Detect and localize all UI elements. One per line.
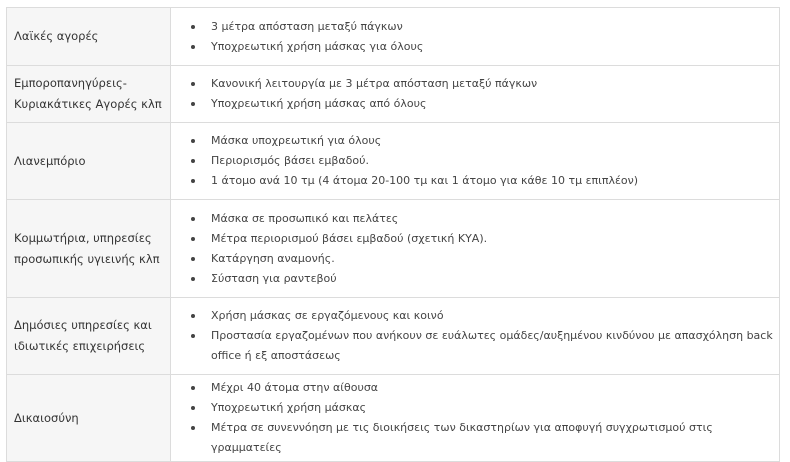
list-item [187,306,775,326]
category-cell: Εμποροπανηγύρεις-Κυριακάτικες Αγορές κλπ [7,66,171,123]
measures-cell [171,298,780,375]
measures-cell [171,375,780,462]
list-item-text: 3 μέτρα απόσταση μεταξύ πάγκων [211,19,403,33]
list-item-text: 1 άτομο ανά 10 τμ (4 άτομα 20-100 τμ και 1 άτομο για κάθε 10 τμ επιπλέον) [211,174,639,187]
measures-list [171,303,779,369]
bullet-icon [191,139,195,143]
measures-list [171,128,779,194]
list-item-text: Σύσταση για ραντεβού [211,271,337,285]
category-cell: Δικαιοσύνη [7,375,171,462]
list-item-text: Μέχρι 40 άτομα στην αίθουσα [211,381,379,394]
bullet-icon [191,257,195,261]
list-item-text: Μάσκα σε προσωπικό και πελάτες [211,211,399,225]
category-cell: Λαϊκές αγορές [7,8,171,66]
category-cell: Κομμωτήρια, υπηρεσίες προσωπικής υγιεινής κλπ [7,200,171,298]
table-row [7,375,780,462]
bullet-icon [191,386,195,390]
list-item [187,37,775,57]
list-item-text: Κανονική λειτουργία με 3 μέτρα απόσταση μεταξύ πάγκων [211,77,538,90]
list-item-text: Υποχρεωτική χρήση μάσκας από όλους [211,97,427,110]
bullet-icon [191,82,195,86]
measures-cell [171,66,780,123]
measures-list [171,206,779,292]
list-item-text: Προστασία εργαζομένων που ανήκουν σε ευάλωτες ομάδες/αυξημένου κινδύνου με απασχόληση back office ή εξ αποστάσεως [211,329,773,362]
bullet-icon [191,25,195,29]
measures-table-body [7,8,780,462]
measures-list [171,71,779,117]
list-item-text: Κατάργηση αναμονής. [211,251,335,265]
bullet-icon [191,217,195,221]
list-item [187,151,775,171]
list-item [187,249,775,269]
list-item [187,209,775,229]
list-item-text: Χρήση μάσκας σε εργαζόμενους και κοινό [211,309,444,322]
bullet-icon [191,426,195,430]
bullet-icon [191,314,195,318]
list-item [187,17,775,37]
list-item-text: Μάσκα υποχρεωτική για όλους [211,134,382,147]
measures-cell [171,200,780,298]
list-item [187,131,775,151]
bullet-icon [191,45,195,49]
bullet-icon [191,102,195,106]
table-row [7,200,780,298]
measures-table [6,7,780,462]
measures-list [171,375,779,461]
measures-cell [171,8,780,66]
list-item [187,171,775,191]
bullet-icon [191,179,195,183]
measures-list [171,14,779,60]
table-row [7,123,780,200]
table-row [7,66,780,123]
list-item [187,418,775,458]
bullet-icon [191,406,195,410]
bullet-icon [191,159,195,163]
list-item-text: Μέτρα σε συνεννόηση με τις διοικήσεις των δικαστηρίων για αποφυγή συγχρωτισμού στις γραμματείες [211,421,713,454]
list-item-text: Μέτρα περιορισμού βάσει εμβαδού (σχετική ΚΥΑ). [211,231,488,245]
bullet-icon [191,237,195,241]
list-item [187,269,775,289]
category-cell: Λιανεμπόριο [7,123,171,200]
table-row [7,298,780,375]
list-item-text: Περιορισμός βάσει εμβαδού. [211,154,369,167]
list-item [187,229,775,249]
list-item-text: Υποχρεωτική χρήση μάσκας [211,401,367,414]
list-item [187,74,775,94]
list-item-text: Υποχρεωτική χρήση μάσκας για όλους [211,39,424,53]
list-item [187,398,775,418]
list-item [187,378,775,398]
table-row [7,8,780,66]
measures-cell [171,123,780,200]
bullet-icon [191,334,195,338]
bullet-icon [191,277,195,281]
list-item [187,94,775,114]
category-cell: Δημόσιες υπηρεσίες και ιδιωτικές επιχειρήσεις [7,298,171,375]
list-item [187,326,775,366]
